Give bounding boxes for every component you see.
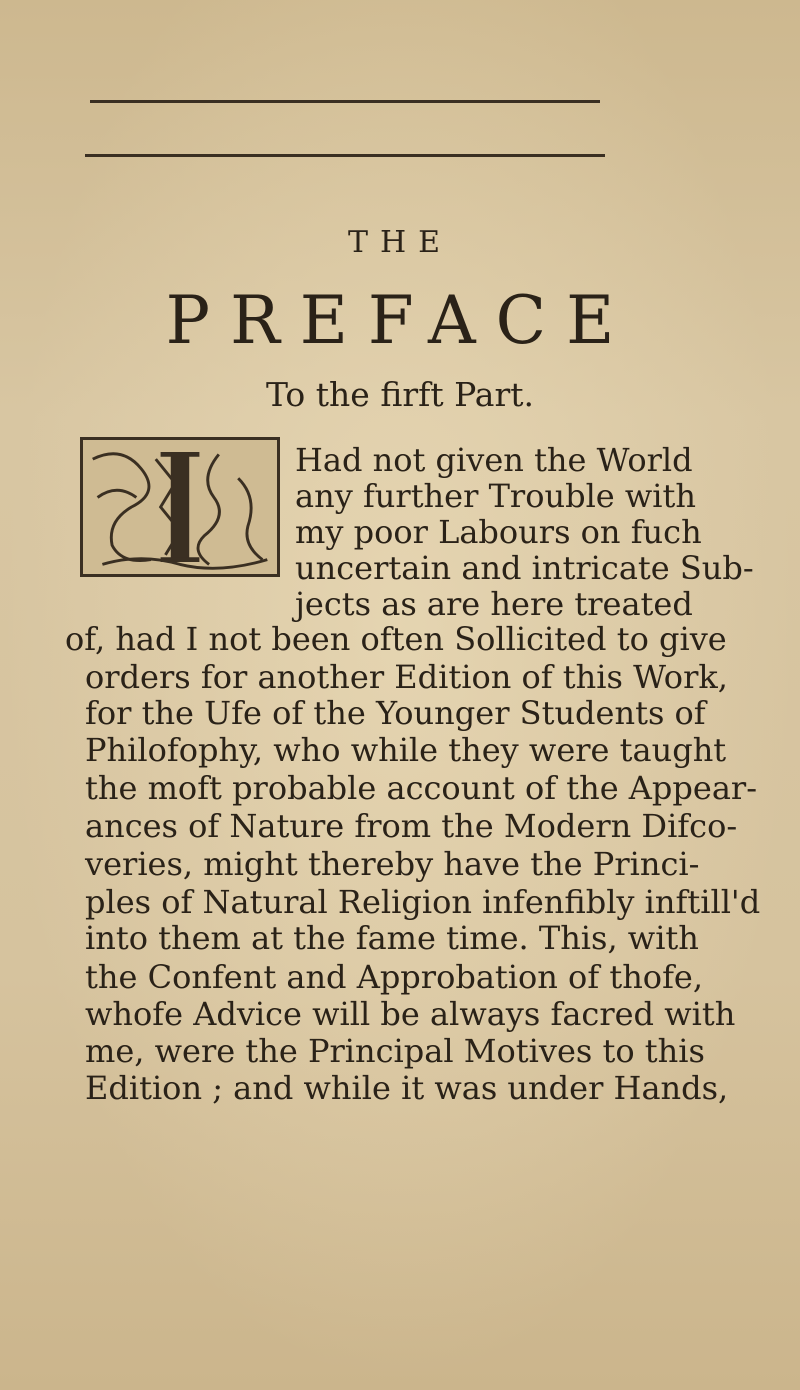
text-line-1: Had not given the World xyxy=(295,441,693,479)
text-line-3: my poor Labours on fuch xyxy=(295,513,702,551)
text-line-10: the moft probable account of the Appear- xyxy=(85,769,757,807)
text-line-4: uncertain and intricate Sub- xyxy=(295,549,754,587)
text-line-9: Philofophy, who while they were taught xyxy=(85,731,727,769)
text-line-13: ples of Natural Religion infenfibly inftill'd xyxy=(85,883,761,921)
text-line-15: the Confent and Approbation of thofe, xyxy=(85,958,704,996)
text-line-11: ances of Nature from the Modern Difco- xyxy=(85,807,738,845)
text-line-14: into them at the fame time. This, with xyxy=(85,919,699,957)
text-line-6: of, had I not been often Sollicited to give xyxy=(65,620,727,658)
text-line-18: Edition ; and while it was under Hands, xyxy=(85,1069,729,1107)
heading-the: THE xyxy=(347,225,453,260)
text-line-16: whofe Advice will be always facred with xyxy=(85,995,736,1033)
top-rule xyxy=(90,100,600,103)
text-line-8: for the Ufe of the Younger Students of xyxy=(85,694,706,732)
text-line-2: any further Trouble with xyxy=(295,477,696,515)
text-line-5: jects as are here treated xyxy=(295,585,693,623)
page-title: PREFACE xyxy=(165,282,635,359)
text-line-12: veries, might thereby have the Princi- xyxy=(85,845,700,883)
text-line-7: orders for another Edition of this Work, xyxy=(85,658,728,696)
text-line-17: me, were the Principal Motives to this xyxy=(85,1032,705,1070)
decorative-initial-i xyxy=(80,437,280,577)
second-rule xyxy=(85,154,605,157)
page-subtitle: To the firft Part. xyxy=(265,375,534,414)
